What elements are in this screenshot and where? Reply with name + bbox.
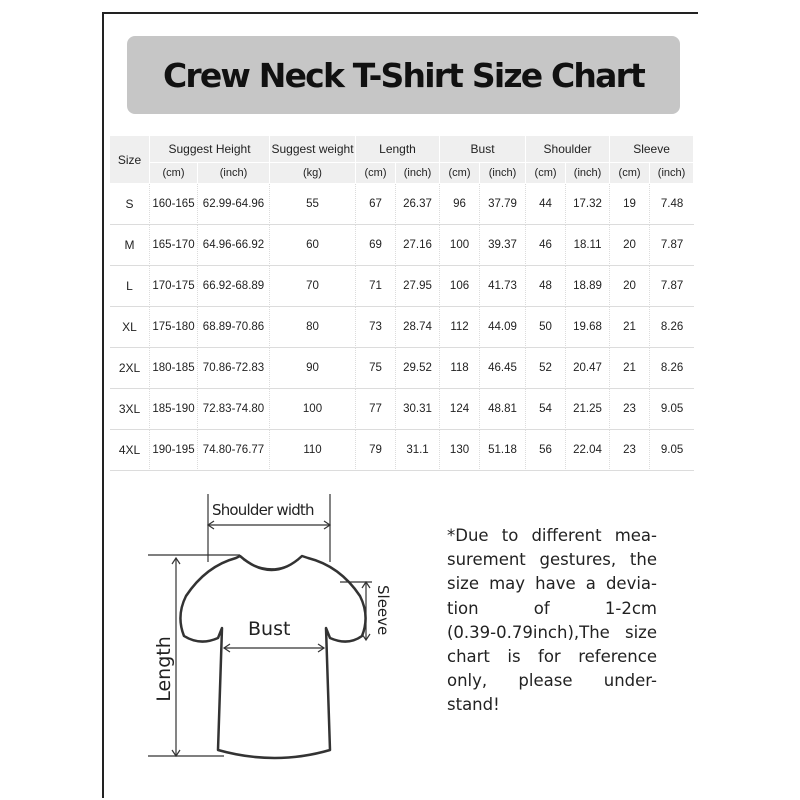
cell-length-inch: 27.16 bbox=[396, 225, 440, 266]
cell-weight-kg: 55 bbox=[270, 184, 356, 225]
cell-shoulder-inch: 18.11 bbox=[566, 225, 610, 266]
cell-length-inch: 27.95 bbox=[396, 266, 440, 307]
cell-shoulder-cm: 54 bbox=[526, 389, 566, 430]
cell-bust-cm: 118 bbox=[440, 348, 480, 389]
cell-shoulder-cm: 50 bbox=[526, 307, 566, 348]
note-line: stand! bbox=[447, 695, 500, 715]
cell-weight-kg: 80 bbox=[270, 307, 356, 348]
cell-height-inch: 68.89-70.86 bbox=[198, 307, 270, 348]
cell-sleeve-cm: 20 bbox=[610, 225, 650, 266]
cell-height-cm: 185-190 bbox=[150, 389, 198, 430]
unit-bust-inch: (inch) bbox=[480, 163, 526, 184]
cell-length-inch: 28.74 bbox=[396, 307, 440, 348]
cell-bust-inch: 39.37 bbox=[480, 225, 526, 266]
cell-shoulder-cm: 48 bbox=[526, 266, 566, 307]
cell-size: L bbox=[110, 266, 150, 307]
unit-weight-kg: (kg) bbox=[270, 163, 356, 184]
cell-bust-cm: 124 bbox=[440, 389, 480, 430]
cell-size: 4XL bbox=[110, 430, 150, 471]
cell-sleeve-inch: 8.26 bbox=[650, 348, 694, 389]
note-line: only, please under- bbox=[447, 671, 657, 691]
cell-sleeve-inch: 9.05 bbox=[650, 430, 694, 471]
cell-sleeve-inch: 7.87 bbox=[650, 225, 694, 266]
table-row bbox=[110, 430, 694, 471]
cell-height-inch: 74.80-76.77 bbox=[198, 430, 270, 471]
cell-sleeve-inch: 9.05 bbox=[650, 389, 694, 430]
cell-sleeve-cm: 23 bbox=[610, 430, 650, 471]
cell-weight-kg: 110 bbox=[270, 430, 356, 471]
unit-bust-cm: (cm) bbox=[440, 163, 480, 184]
cell-length-inch: 30.31 bbox=[396, 389, 440, 430]
header-size: Size bbox=[110, 136, 150, 184]
cell-shoulder-cm: 56 bbox=[526, 430, 566, 471]
unit-length-cm: (cm) bbox=[356, 163, 396, 184]
frame-left-border bbox=[102, 12, 104, 798]
note-line: chart is for reference bbox=[447, 647, 657, 667]
cell-shoulder-cm: 46 bbox=[526, 225, 566, 266]
unit-sleeve-cm: (cm) bbox=[610, 163, 650, 184]
cell-size: XL bbox=[110, 307, 150, 348]
cell-bust-cm: 112 bbox=[440, 307, 480, 348]
cell-size: S bbox=[110, 184, 150, 225]
frame-top-border bbox=[102, 12, 698, 14]
header-length: Length bbox=[356, 136, 440, 163]
size-table bbox=[110, 136, 694, 471]
cell-bust-inch: 44.09 bbox=[480, 307, 526, 348]
cell-bust-inch: 46.45 bbox=[480, 348, 526, 389]
cell-size: 3XL bbox=[110, 389, 150, 430]
cell-sleeve-cm: 21 bbox=[610, 348, 650, 389]
header-sleeve: Sleeve bbox=[610, 136, 694, 163]
cell-bust-cm: 130 bbox=[440, 430, 480, 471]
length-label: Length bbox=[153, 636, 175, 702]
cell-size: M bbox=[110, 225, 150, 266]
cell-sleeve-inch: 7.48 bbox=[650, 184, 694, 225]
table-row bbox=[110, 348, 694, 389]
shoulder-width-label: Shoulder width bbox=[212, 501, 314, 519]
cell-sleeve-cm: 21 bbox=[610, 307, 650, 348]
tshirt-diagram bbox=[140, 488, 400, 788]
cell-length-inch: 29.52 bbox=[396, 348, 440, 389]
cell-length-inch: 26.37 bbox=[396, 184, 440, 225]
cell-length-cm: 77 bbox=[356, 389, 396, 430]
cell-height-inch: 70.86-72.83 bbox=[198, 348, 270, 389]
disclaimer-note bbox=[447, 524, 657, 718]
unit-height-inch: (inch) bbox=[198, 163, 270, 184]
cell-shoulder-inch: 22.04 bbox=[566, 430, 610, 471]
cell-sleeve-cm: 23 bbox=[610, 389, 650, 430]
cell-shoulder-inch: 17.32 bbox=[566, 184, 610, 225]
cell-weight-kg: 70 bbox=[270, 266, 356, 307]
cell-shoulder-cm: 52 bbox=[526, 348, 566, 389]
cell-bust-cm: 100 bbox=[440, 225, 480, 266]
unit-height-cm: (cm) bbox=[150, 163, 198, 184]
cell-height-inch: 66.92-68.89 bbox=[198, 266, 270, 307]
cell-sleeve-inch: 8.26 bbox=[650, 307, 694, 348]
cell-length-cm: 73 bbox=[356, 307, 396, 348]
cell-shoulder-cm: 44 bbox=[526, 184, 566, 225]
cell-size: 2XL bbox=[110, 348, 150, 389]
bust-label: Bust bbox=[248, 618, 291, 640]
cell-height-cm: 170-175 bbox=[150, 266, 198, 307]
cell-shoulder-inch: 19.68 bbox=[566, 307, 610, 348]
sleeve-label: Sleeve bbox=[374, 585, 392, 636]
cell-length-cm: 69 bbox=[356, 225, 396, 266]
cell-weight-kg: 100 bbox=[270, 389, 356, 430]
cell-height-cm: 175-180 bbox=[150, 307, 198, 348]
header-bust: Bust bbox=[440, 136, 526, 163]
note-line: (0.39-0.79inch),The size bbox=[447, 622, 657, 642]
cell-bust-cm: 106 bbox=[440, 266, 480, 307]
cell-bust-inch: 37.79 bbox=[480, 184, 526, 225]
cell-bust-cm: 96 bbox=[440, 184, 480, 225]
cell-shoulder-inch: 18.89 bbox=[566, 266, 610, 307]
cell-sleeve-inch: 7.87 bbox=[650, 266, 694, 307]
cell-height-cm: 190-195 bbox=[150, 430, 198, 471]
cell-weight-kg: 90 bbox=[270, 348, 356, 389]
header-shoulder: Shoulder bbox=[526, 136, 610, 163]
cell-sleeve-cm: 19 bbox=[610, 184, 650, 225]
table-row bbox=[110, 225, 694, 266]
cell-shoulder-inch: 20.47 bbox=[566, 348, 610, 389]
cell-height-inch: 72.83-74.80 bbox=[198, 389, 270, 430]
table-row bbox=[110, 389, 694, 430]
cell-bust-inch: 41.73 bbox=[480, 266, 526, 307]
cell-length-cm: 75 bbox=[356, 348, 396, 389]
cell-height-inch: 64.96-66.92 bbox=[198, 225, 270, 266]
note-line: surement gestures, the bbox=[447, 550, 657, 570]
note-line: tion of 1-2cm bbox=[447, 598, 657, 618]
cell-length-inch: 31.1 bbox=[396, 430, 440, 471]
table-row bbox=[110, 266, 694, 307]
cell-weight-kg: 60 bbox=[270, 225, 356, 266]
table-body bbox=[110, 184, 694, 471]
cell-shoulder-inch: 21.25 bbox=[566, 389, 610, 430]
cell-bust-inch: 51.18 bbox=[480, 430, 526, 471]
note-line: size may have a devia- bbox=[447, 574, 657, 594]
title-banner bbox=[127, 36, 680, 114]
table-row bbox=[110, 184, 694, 225]
page-title: Crew Neck T-Shirt Size Chart bbox=[162, 55, 645, 95]
unit-sleeve-inch: (inch) bbox=[650, 163, 694, 184]
unit-shoulder-inch: (inch) bbox=[566, 163, 610, 184]
cell-length-cm: 67 bbox=[356, 184, 396, 225]
cell-length-cm: 79 bbox=[356, 430, 396, 471]
unit-shoulder-cm: (cm) bbox=[526, 163, 566, 184]
unit-length-inch: (inch) bbox=[396, 163, 440, 184]
cell-height-inch: 62.99-64.96 bbox=[198, 184, 270, 225]
cell-height-cm: 165-170 bbox=[150, 225, 198, 266]
header-weight: Suggest weight bbox=[270, 136, 356, 163]
cell-height-cm: 160-165 bbox=[150, 184, 198, 225]
header-height: Suggest Height bbox=[150, 136, 270, 163]
table-row bbox=[110, 307, 694, 348]
cell-height-cm: 180-185 bbox=[150, 348, 198, 389]
cell-length-cm: 71 bbox=[356, 266, 396, 307]
cell-bust-inch: 48.81 bbox=[480, 389, 526, 430]
note-line: *Due to different mea- bbox=[447, 526, 657, 545]
cell-sleeve-cm: 20 bbox=[610, 266, 650, 307]
